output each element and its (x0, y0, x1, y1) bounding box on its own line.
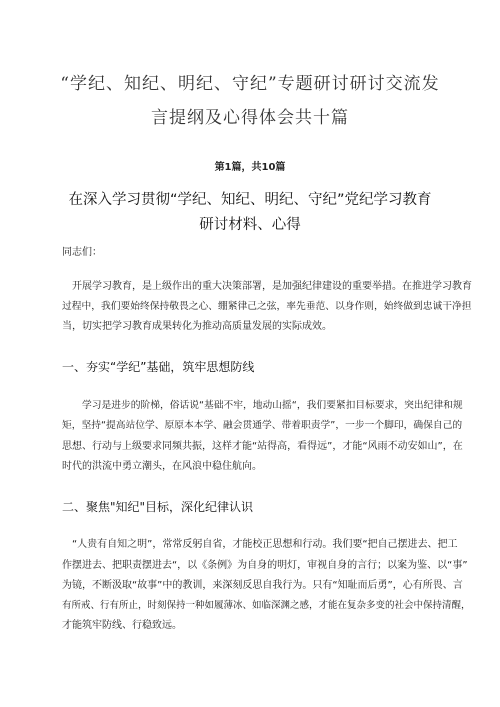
section-2-line-5: 才能筑牢防线、行稳致远。 (62, 620, 182, 631)
article-title-line-2: 研讨材料、心得 (199, 217, 301, 233)
intro-line-1: 开展学习教育，是上级作出的重大决策部署，是加强纪律建设的重要举措。在推进学习教育 (72, 281, 472, 292)
section-2-heading: 二、聚焦"知纪"目标，深化纪律认识 (62, 500, 254, 514)
article-counter: 第1篇，共10篇 (214, 162, 286, 173)
document-title (40, 70, 460, 132)
article-title (30, 188, 470, 238)
intro-line-3: 当，切实把学习教育成果转化为推动高质量发展的实际成效。 (62, 321, 332, 332)
section-1-line-1: 学习是进步的阶梯，俗话说“基础不牢，地动山摇“，我们要紧扣目标要求，突出纪律和规 (82, 400, 463, 411)
section-1-line-3: 思想、行动与上级要求同频共振，这样才能“站得高，看得远”，才能“风雨不动安如山”，在 (62, 441, 463, 452)
section-2-line-3: 为镜，不断汲取“故事”中的教训，来深刻反思自我行为。只有“知耻而后勇”，心有所畏、言 (62, 580, 463, 591)
section-2-line-4: 有所戒、行有所止，时刻保持一种如履薄冰、如临深渊之感，才能在复杂多变的社会中保持清醒， (62, 600, 471, 611)
section-2-line-2: 作摆进去、把职责摆进去“，以《条例》为自身的明灯，审视自身的言行；以案为鉴、以“事” (62, 560, 468, 571)
section-1-line-4: 时代的洪流中勇立潮头，在风浪中稳住航向。 (62, 461, 262, 472)
section-1-heading: 一、夯实“学纪”基础，筑牢思想防线 (62, 360, 255, 374)
section-2-line-1: “人贵有自知之明”，常常反躬自省，才能校正思想和行动。我们要“把自己摆进去、把工 (72, 539, 458, 550)
intro-line-2: 过程中，我们要始终保持敬畏之心、绷紧律己之弦，率先垂范、以身作则，始终做到忠诚干净担 (62, 301, 472, 312)
section-1-line-2: 矩，坚持“提高站位学、原原本本学、融会贯通学、带着职责学”，一步一个脚印，确保自己的 (62, 420, 463, 431)
document-title-line-2: 言提纲及心得体会共十篇 (151, 108, 349, 128)
greeting: 同志们： (62, 247, 102, 258)
document-title-line-1: “学纪、知纪、明纪、守纪”专题研讨研讨交流发 (60, 74, 440, 94)
article-title-line-1: 在深入学习贯彻“学纪、知纪、明纪、守纪”党纪学习教育 (68, 192, 432, 208)
